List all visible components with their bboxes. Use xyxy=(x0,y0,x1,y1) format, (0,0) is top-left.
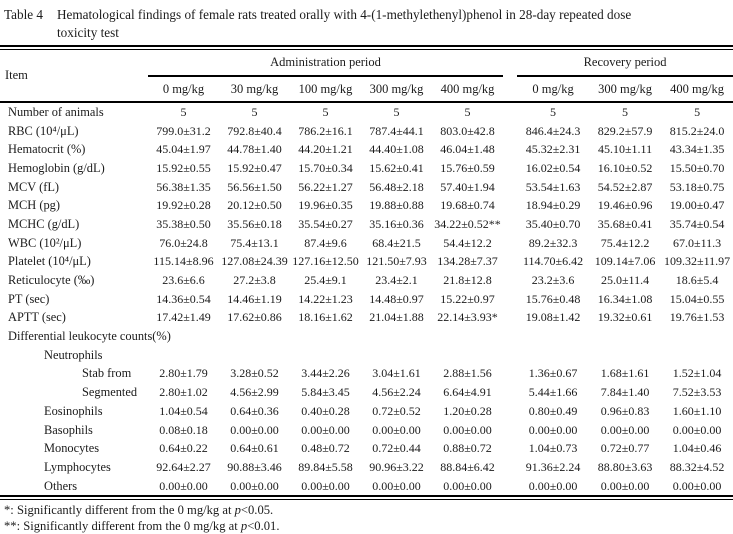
value-cell: 35.38±0.50 xyxy=(156,216,211,231)
row-label: Basophils xyxy=(44,422,93,437)
value-cell: 45.04±1.97 xyxy=(156,142,211,157)
value-cell: 22.14±3.93* xyxy=(437,310,498,325)
table-row xyxy=(0,196,733,215)
value-cell: 14.46±1.19 xyxy=(227,291,282,306)
value-cell: 792.8±40.4 xyxy=(227,123,282,138)
value-cell: 14.22±1.23 xyxy=(298,291,353,306)
row-label: Differential leukocyte counts(%) xyxy=(8,329,171,344)
value-cell: 0.08±0.18 xyxy=(159,422,208,437)
table-row xyxy=(0,290,733,309)
value-cell: 127.08±24.39 xyxy=(221,254,288,269)
value-cell: 0.00±0.00 xyxy=(528,422,578,437)
value-cell: 0.00±0.00 xyxy=(672,478,722,493)
value-cell: 787.4±44.1 xyxy=(369,123,424,138)
value-cell: 2.88±1.56 xyxy=(443,366,492,381)
column-gap xyxy=(503,309,517,328)
table-row xyxy=(0,159,733,178)
value-cell: 15.04±0.55 xyxy=(669,291,725,306)
value-cell: 2.80±1.02 xyxy=(159,385,208,400)
value-cell xyxy=(432,346,503,365)
value-cell: 0.00±0.00 xyxy=(672,422,722,437)
group-header-administration: Administration period xyxy=(148,50,503,76)
value-cell: 829.2±57.9 xyxy=(597,123,653,138)
value-cell: 25.4±9.1 xyxy=(304,273,347,288)
table-row xyxy=(0,439,733,458)
value-cell: 0.00±0.00 xyxy=(600,422,650,437)
row-label: Lymphocytes xyxy=(44,459,111,474)
value-cell xyxy=(589,346,661,365)
value-cell: 35.74±0.54 xyxy=(669,216,725,231)
row-label: WBC (10²/μL) xyxy=(8,235,82,250)
column-gap xyxy=(503,365,517,384)
value-cell: 75.4±12.2 xyxy=(600,235,650,250)
value-cell: 15.50±0.70 xyxy=(669,160,725,175)
value-cell: 87.4±9.6 xyxy=(304,235,347,250)
value-cell: 15.70±0.34 xyxy=(298,160,353,175)
value-cell xyxy=(290,346,361,365)
table-row xyxy=(0,402,733,421)
dose-header: 300 mg/kg xyxy=(589,76,661,102)
dose-header: 400 mg/kg xyxy=(661,76,733,102)
row-label: MCHC (g/dL) xyxy=(8,216,80,231)
value-cell: 5 xyxy=(464,104,471,119)
value-cell: 15.76±0.48 xyxy=(525,291,581,306)
value-cell: 20.12±0.50 xyxy=(227,198,282,213)
dose-header: 30 mg/kg xyxy=(219,76,290,102)
value-cell: 53.18±0.75 xyxy=(669,179,725,194)
footnote-p-symbol: p xyxy=(234,503,241,518)
value-cell: 89.84±5.58 xyxy=(298,459,353,474)
hematology-table xyxy=(0,50,733,495)
value-cell: 0.00±0.00 xyxy=(443,422,492,437)
value-cell: 0.88±0.72 xyxy=(443,441,492,456)
table-row xyxy=(0,178,733,197)
value-cell: 54.52±2.87 xyxy=(597,179,653,194)
value-cell: 114.70±6.42 xyxy=(522,254,584,269)
value-cell: 815.2±24.0 xyxy=(669,123,725,138)
value-cell: 7.84±1.40 xyxy=(600,385,650,400)
table-body xyxy=(0,102,733,495)
row-label: MCV (fL) xyxy=(8,179,60,194)
column-gap xyxy=(503,102,517,122)
value-cell: 92.64±2.27 xyxy=(156,459,211,474)
value-cell: 14.36±0.54 xyxy=(156,291,211,306)
value-cell: 1.04±0.73 xyxy=(528,441,578,456)
value-cell: 1.60±1.10 xyxy=(672,403,722,418)
dose-header: 300 mg/kg xyxy=(361,76,432,102)
value-cell: 56.38±1.35 xyxy=(156,179,211,194)
value-cell: 56.48±2.18 xyxy=(369,179,424,194)
table-row xyxy=(0,122,733,141)
value-cell: 43.34±1.35 xyxy=(669,142,725,157)
value-cell: 27.2±3.8 xyxy=(233,273,276,288)
value-cell xyxy=(661,327,733,346)
value-cell: 23.6±6.6 xyxy=(162,273,205,288)
value-cell: 45.32±2.31 xyxy=(525,142,581,157)
value-cell: 18.16±1.62 xyxy=(298,310,353,325)
value-cell: 0.00±0.00 xyxy=(443,478,492,493)
value-cell: 134.28±7.37 xyxy=(437,254,498,269)
value-cell: 23.4±2.1 xyxy=(375,273,418,288)
table-row xyxy=(0,271,733,290)
table-bottom-rule xyxy=(0,495,733,500)
value-cell: 5.84±3.45 xyxy=(301,385,350,400)
table-row xyxy=(0,327,733,346)
value-cell xyxy=(517,327,589,346)
value-cell: 25.0±11.4 xyxy=(600,273,650,288)
value-cell: 0.00±0.00 xyxy=(159,478,208,493)
value-cell: 1.04±0.54 xyxy=(159,403,208,418)
value-cell xyxy=(517,346,589,365)
value-cell xyxy=(589,327,661,346)
value-cell xyxy=(148,346,219,365)
value-cell: 19.00±0.47 xyxy=(669,198,725,213)
value-cell: 7.52±3.53 xyxy=(672,385,722,400)
value-cell xyxy=(361,327,432,346)
value-cell: 799.0±31.2 xyxy=(156,123,211,138)
table-caption xyxy=(0,0,733,42)
row-label: Neutrophils xyxy=(44,347,103,362)
value-cell: 1.36±0.67 xyxy=(528,366,578,381)
group-header-recovery: Recovery period xyxy=(517,50,733,76)
column-gap xyxy=(503,234,517,253)
value-cell: 2.80±1.79 xyxy=(159,366,208,381)
column-header-item: Item xyxy=(0,50,148,102)
value-cell: 5 xyxy=(180,104,187,119)
value-cell: 35.16±0.36 xyxy=(369,216,424,231)
value-cell: 1.20±0.28 xyxy=(443,403,492,418)
value-cell: 56.56±1.50 xyxy=(227,179,282,194)
value-cell: 0.00±0.00 xyxy=(372,422,421,437)
row-label: Platelet (10⁴/μL) xyxy=(8,254,91,269)
value-cell: 68.4±21.5 xyxy=(372,235,421,250)
value-cell: 0.00±0.00 xyxy=(600,478,650,493)
value-cell: 90.88±3.46 xyxy=(227,459,282,474)
value-cell: 15.92±0.55 xyxy=(156,160,211,175)
value-cell: 5 xyxy=(251,104,258,119)
value-cell: 54.4±12.2 xyxy=(443,235,492,250)
column-gap xyxy=(503,76,517,102)
value-cell: 846.4±24.3 xyxy=(525,123,581,138)
group-header-row xyxy=(0,50,733,76)
value-cell: 15.76±0.59 xyxy=(440,160,495,175)
value-cell: 0.96±0.83 xyxy=(600,403,650,418)
value-cell: 19.68±0.74 xyxy=(440,198,495,213)
value-cell: 6.64±4.91 xyxy=(443,385,492,400)
row-label: Stab from xyxy=(82,366,132,381)
value-cell: 44.78±1.40 xyxy=(227,142,282,157)
row-label: Reticulocyte (‰) xyxy=(8,273,95,288)
value-cell: 109.32±11.97 xyxy=(663,254,731,269)
dose-header: 0 mg/kg xyxy=(148,76,219,102)
value-cell xyxy=(361,346,432,365)
footnote-threshold: <0.01. xyxy=(247,518,280,533)
value-cell: 17.62±0.86 xyxy=(227,310,282,325)
value-cell: 1.52±1.04 xyxy=(672,366,722,381)
column-gap xyxy=(503,439,517,458)
value-cell: 5 xyxy=(393,104,400,119)
value-cell: 0.00±0.00 xyxy=(301,422,350,437)
value-cell xyxy=(432,327,503,346)
row-label: Number of animals xyxy=(8,104,104,119)
value-cell: 35.68±0.41 xyxy=(597,216,653,231)
footnote-p-symbol: p xyxy=(240,518,248,533)
column-gap xyxy=(503,271,517,290)
value-cell: 0.00±0.00 xyxy=(230,422,279,437)
column-gap xyxy=(503,196,517,215)
value-cell: 5 xyxy=(550,104,557,119)
value-cell: 57.40±1.94 xyxy=(440,179,495,194)
value-cell: 0.00±0.00 xyxy=(301,478,350,493)
value-cell: 19.76±1.53 xyxy=(669,310,725,325)
footnote-text: **: Significantly different from the 0 mg/kg at xyxy=(4,518,241,533)
footnote-p005 xyxy=(4,503,733,519)
row-label: PT (sec) xyxy=(8,291,50,306)
table-row xyxy=(0,365,733,384)
footnote-text: *: Significantly different from the 0 mg/kg at xyxy=(4,503,235,518)
value-cell: 53.54±1.63 xyxy=(525,179,581,194)
row-label: APTT (sec) xyxy=(8,310,66,325)
value-cell xyxy=(661,346,733,365)
value-cell: 44.40±1.08 xyxy=(369,142,424,157)
value-cell: 16.34±1.08 xyxy=(597,291,653,306)
column-gap xyxy=(503,159,517,178)
value-cell: 0.72±0.52 xyxy=(372,403,421,418)
value-cell: 19.96±0.35 xyxy=(298,198,353,213)
value-cell: 46.04±1.48 xyxy=(440,142,495,157)
value-cell: 88.84±6.42 xyxy=(440,459,495,474)
value-cell xyxy=(219,346,290,365)
column-gap xyxy=(503,421,517,440)
column-gap xyxy=(503,458,517,477)
table-row xyxy=(0,253,733,272)
value-cell: 115.14±8.96 xyxy=(153,254,214,269)
table-row xyxy=(0,383,733,402)
column-gap xyxy=(503,140,517,159)
table-row xyxy=(0,458,733,477)
row-label: Hemoglobin (g/dL) xyxy=(8,160,105,175)
value-cell: 5 xyxy=(622,104,629,119)
dose-header: 100 mg/kg xyxy=(290,76,361,102)
value-cell: 786.2±16.1 xyxy=(298,123,353,138)
column-gap xyxy=(503,178,517,197)
value-cell: 0.00±0.00 xyxy=(230,478,279,493)
value-cell: 88.32±4.52 xyxy=(669,459,725,474)
value-cell: 19.32±0.61 xyxy=(597,310,653,325)
value-cell: 23.2±3.6 xyxy=(531,273,575,288)
column-gap xyxy=(503,253,517,272)
value-cell: 4.56±2.99 xyxy=(230,385,279,400)
value-cell: 5 xyxy=(694,104,701,119)
value-cell: 0.64±0.61 xyxy=(230,441,279,456)
value-cell: 19.46±0.96 xyxy=(597,198,653,213)
caption-line-2: toxicity test xyxy=(57,25,119,40)
value-cell: 56.22±1.27 xyxy=(298,179,353,194)
value-cell: 0.72±0.77 xyxy=(600,441,650,456)
value-cell: 89.2±32.3 xyxy=(528,235,578,250)
value-cell: 90.96±3.22 xyxy=(369,459,424,474)
value-cell: 44.20±1.21 xyxy=(298,142,353,157)
value-cell: 16.02±0.54 xyxy=(525,160,581,175)
value-cell: 15.92±0.47 xyxy=(227,160,282,175)
value-cell: 21.04±1.88 xyxy=(369,310,424,325)
table-row xyxy=(0,234,733,253)
column-gap xyxy=(503,122,517,141)
value-cell: 0.40±0.28 xyxy=(301,403,350,418)
table-header xyxy=(0,50,733,102)
value-cell: 18.94±0.29 xyxy=(525,198,581,213)
value-cell: 14.48±0.97 xyxy=(369,291,424,306)
column-gap xyxy=(503,346,517,365)
row-label: MCH (pg) xyxy=(8,198,60,213)
value-cell: 67.0±11.3 xyxy=(672,235,722,250)
value-cell: 35.40±0.70 xyxy=(525,216,581,231)
column-gap xyxy=(503,215,517,234)
value-cell: 19.88±0.88 xyxy=(369,198,424,213)
row-label: Eosinophils xyxy=(44,403,103,418)
value-cell: 0.64±0.22 xyxy=(159,441,208,456)
value-cell: 0.64±0.36 xyxy=(230,403,279,418)
table-row xyxy=(0,346,733,365)
value-cell: 0.80±0.49 xyxy=(528,403,578,418)
value-cell: 1.68±1.61 xyxy=(600,366,650,381)
value-cell: 16.10±0.52 xyxy=(597,160,653,175)
column-gap xyxy=(503,327,517,346)
table-row xyxy=(0,215,733,234)
column-gap xyxy=(503,402,517,421)
value-cell: 127.16±12.50 xyxy=(292,254,359,269)
value-cell: 35.56±0.18 xyxy=(227,216,282,231)
value-cell: 15.22±0.97 xyxy=(440,291,495,306)
row-label: Monocytes xyxy=(44,441,100,456)
footnotes xyxy=(0,503,733,534)
value-cell: 121.50±7.93 xyxy=(366,254,427,269)
value-cell: 45.10±1.11 xyxy=(597,142,653,157)
table-number: Table 4 xyxy=(4,7,43,22)
value-cell: 0.48±0.72 xyxy=(301,441,350,456)
value-cell: 21.8±12.8 xyxy=(443,273,492,288)
dose-header: 0 mg/kg xyxy=(517,76,589,102)
value-cell: 5 xyxy=(322,104,329,119)
footnote-threshold: <0.05. xyxy=(240,503,274,518)
value-cell: 75.4±13.1 xyxy=(230,235,279,250)
value-cell: 34.22±0.52** xyxy=(434,216,501,231)
value-cell: 76.0±24.8 xyxy=(159,235,208,250)
value-cell: 17.42±1.49 xyxy=(156,310,211,325)
dose-header: 400 mg/kg xyxy=(432,76,503,102)
column-gap xyxy=(503,383,517,402)
value-cell: 35.54±0.27 xyxy=(298,216,353,231)
value-cell: 1.04±0.46 xyxy=(672,441,722,456)
value-cell: 0.00±0.00 xyxy=(528,478,578,493)
value-cell: 0.72±0.44 xyxy=(372,441,421,456)
column-gap xyxy=(503,477,517,496)
value-cell: 0.00±0.00 xyxy=(372,478,421,493)
value-cell: 91.36±2.24 xyxy=(525,459,581,474)
row-label: Others xyxy=(44,478,78,493)
value-cell: 5.44±1.66 xyxy=(528,385,578,400)
value-cell: 15.62±0.41 xyxy=(369,160,424,175)
table-row xyxy=(0,140,733,159)
value-cell: 88.80±3.63 xyxy=(597,459,653,474)
value-cell: 109.14±7.06 xyxy=(594,254,656,269)
row-label: RBC (10⁴/μL) xyxy=(8,123,79,138)
table-row xyxy=(0,477,733,496)
value-cell: 19.08±1.42 xyxy=(525,310,581,325)
row-label: Segmented xyxy=(82,385,138,400)
caption-line-1: Hematological findings of female rats treated orally with 4-(1-methylethenyl)phenol in 28-day repeated dose xyxy=(57,7,632,22)
footnote-p001 xyxy=(4,519,733,534)
table-row xyxy=(0,102,733,122)
value-cell: 18.6±5.4 xyxy=(675,273,719,288)
value-cell: 3.44±2.26 xyxy=(301,366,350,381)
column-gap xyxy=(503,50,517,76)
value-cell: 3.04±1.61 xyxy=(372,366,421,381)
value-cell xyxy=(290,327,361,346)
value-cell: 3.28±0.52 xyxy=(230,366,279,381)
value-cell: 19.92±0.28 xyxy=(156,198,211,213)
value-cell xyxy=(219,327,290,346)
caption-text xyxy=(57,6,731,42)
table-row xyxy=(0,309,733,328)
table-row xyxy=(0,421,733,440)
value-cell: 803.0±42.8 xyxy=(440,123,495,138)
column-gap xyxy=(503,290,517,309)
value-cell: 4.56±2.24 xyxy=(372,385,421,400)
row-label: Hematocrit (%) xyxy=(8,142,86,157)
